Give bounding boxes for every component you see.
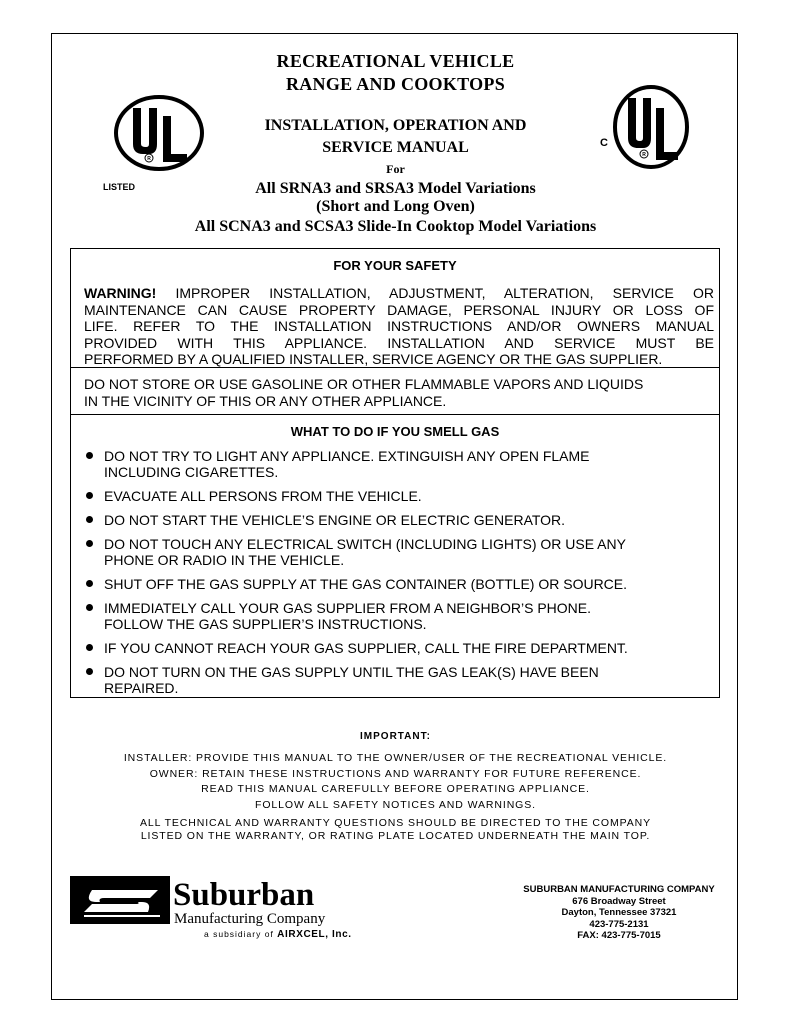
list-item: EVACUATE ALL PERSONS FROM THE VEHICLE. (84, 488, 714, 504)
address-street: 676 Broadway Street (572, 895, 666, 907)
models-line-1: All SRNA3 and SRSA3 Model Variations (255, 180, 536, 197)
manual-title-line-1: INSTALLATION, OPERATION AND (264, 117, 527, 134)
storage-warning-line: DO NOT STORE OR USE GASOLINE OR OTHER FLAMMABLE VAPORS AND LIQUIDS (84, 376, 644, 392)
safety-heading: FOR YOUR SAFETY (333, 258, 457, 273)
safety-box (70, 248, 720, 698)
company-name: SUBURBAN MANUFACTURING COMPANY (523, 884, 715, 895)
company-address (484, 884, 754, 942)
list-item: IF YOU CANNOT REACH YOUR GAS SUPPLIER, CALL THE FIRE DEPARTMENT. (84, 640, 714, 656)
suburban-subtitle: Manufacturing Company (174, 911, 326, 927)
models-line-2: (Short and Long Oven) (316, 198, 475, 215)
listed-label: LISTED (103, 182, 136, 192)
list-item: DO NOT TURN ON THE GAS SUPPLY UNTIL THE GAS LEAK(S) HAVE BEEN REPAIRED. (84, 664, 714, 696)
svg-text:R: R (147, 156, 151, 162)
bullet-icon (86, 668, 93, 675)
important-line: LISTED ON THE WARRANTY, OR RATING PLATE LOCATED UNDERNEATH THE MAIN TOP. (140, 830, 651, 842)
warning-line: WARNING! IMPROPER INSTALLATION, ADJUSTMENT, ALTERATION, SERVICE OR (84, 285, 714, 301)
important-line: ALL TECHNICAL AND WARRANTY QUESTIONS SHOULD BE DIRECTED TO THE COMPANY (139, 817, 652, 829)
important-line: INSTALLER: PROVIDE THIS MANUAL TO THE OWNER/USER OF THE RECREATIONAL VEHICLE. (123, 752, 668, 764)
bullet-icon (86, 604, 93, 611)
list-item: DO NOT TRY TO LIGHT ANY APPLIANCE. EXTINGUISH ANY OPEN FLAME INCLUDING CIGARETTES. (84, 448, 714, 480)
storage-warning (84, 376, 714, 409)
bullet-icon (86, 580, 93, 587)
fax-number: FAX: 423-775-7015 (577, 930, 661, 941)
storage-warning-line: IN THE VICINITY OF THIS OR ANY OTHER APPLIANCE. (84, 392, 447, 409)
bullet-icon (86, 644, 93, 651)
important-line: FOLLOW ALL SAFETY NOTICES AND WARNINGS. (255, 799, 536, 811)
suburban-wordmark: Suburban (173, 877, 315, 913)
bullet-icon (86, 516, 93, 523)
divider (71, 367, 719, 368)
for-label: For (386, 162, 405, 176)
warning-label: WARNING! (84, 285, 157, 301)
warning-line: PROVIDED WITH THIS APPLIANCE. INSTALLATION AND SERVICE MUST BE (84, 334, 714, 351)
address-city: Dayton, Tennessee 37321 (561, 907, 677, 918)
important-line: READ THIS MANUAL CAREFULLY BEFORE OPERATING APPLIANCE. (201, 783, 590, 795)
warning-line: MAINTENANCE CAN CAUSE PROPERTY DAMAGE, PERSONAL INJURY OR LOSS OF (84, 301, 714, 318)
list-item: DO NOT TOUCH ANY ELECTRICAL SWITCH (INCLUDING LIGHTS) OR USE ANY PHONE OR RADIO IN THE VEHICLE. (84, 536, 714, 568)
warning-text (84, 285, 714, 368)
bullet-icon (86, 492, 93, 499)
models-line-3: All SCNA3 and SCSA3 Slide-In Cooktop Model Variations (194, 218, 597, 235)
svg-text:R: R (642, 152, 646, 158)
important-heading: IMPORTANT: (360, 731, 431, 742)
warning-line: LIFE. REFER TO THE INSTALLATION INSTRUCTIONS AND/OR OWNERS MANUAL (84, 318, 714, 334)
smell-gas-list (84, 448, 714, 704)
ul-listed-mark-icon (113, 94, 205, 172)
smell-gas-heading: WHAT TO DO IF YOU SMELL GAS (290, 424, 500, 439)
warning-line: PERFORMED BY A QUALIFIED INSTALLER, SERVICE AGENCY OR THE GAS SUPPLIER. (84, 351, 663, 367)
list-item: IMMEDIATELY CALL YOUR GAS SUPPLIER FROM A NEIGHBOR’S PHONE. FOLLOW THE GAS SUPPLIER’S INSTRUCTIONS. (84, 600, 714, 632)
title-line-2: RANGE AND COOKTOPS (285, 74, 506, 94)
important-line: OWNER: RETAIN THESE INSTRUCTIONS AND WARRANTY FOR FUTURE REFERENCE. (149, 768, 642, 780)
list-item: DO NOT START THE VEHICLE’S ENGINE OR ELECTRIC GENERATOR. (84, 512, 714, 528)
c-label: C (600, 137, 608, 149)
subsidiary-line: a subsidiary of AIRXCEL, Inc. (204, 929, 352, 940)
phone-number: 423-775-2131 (589, 918, 649, 930)
bullet-icon (86, 452, 93, 459)
list-item: SHUT OFF THE GAS SUPPLY AT THE GAS CONTAINER (BOTTLE) OR SOURCE. (84, 576, 714, 592)
manual-title-line-2: SERVICE MANUAL (322, 139, 469, 156)
title-line-1: RECREATIONAL VEHICLE (276, 51, 515, 71)
c-ul-mark-icon (612, 84, 690, 170)
divider (71, 414, 719, 415)
bullet-icon (86, 540, 93, 547)
